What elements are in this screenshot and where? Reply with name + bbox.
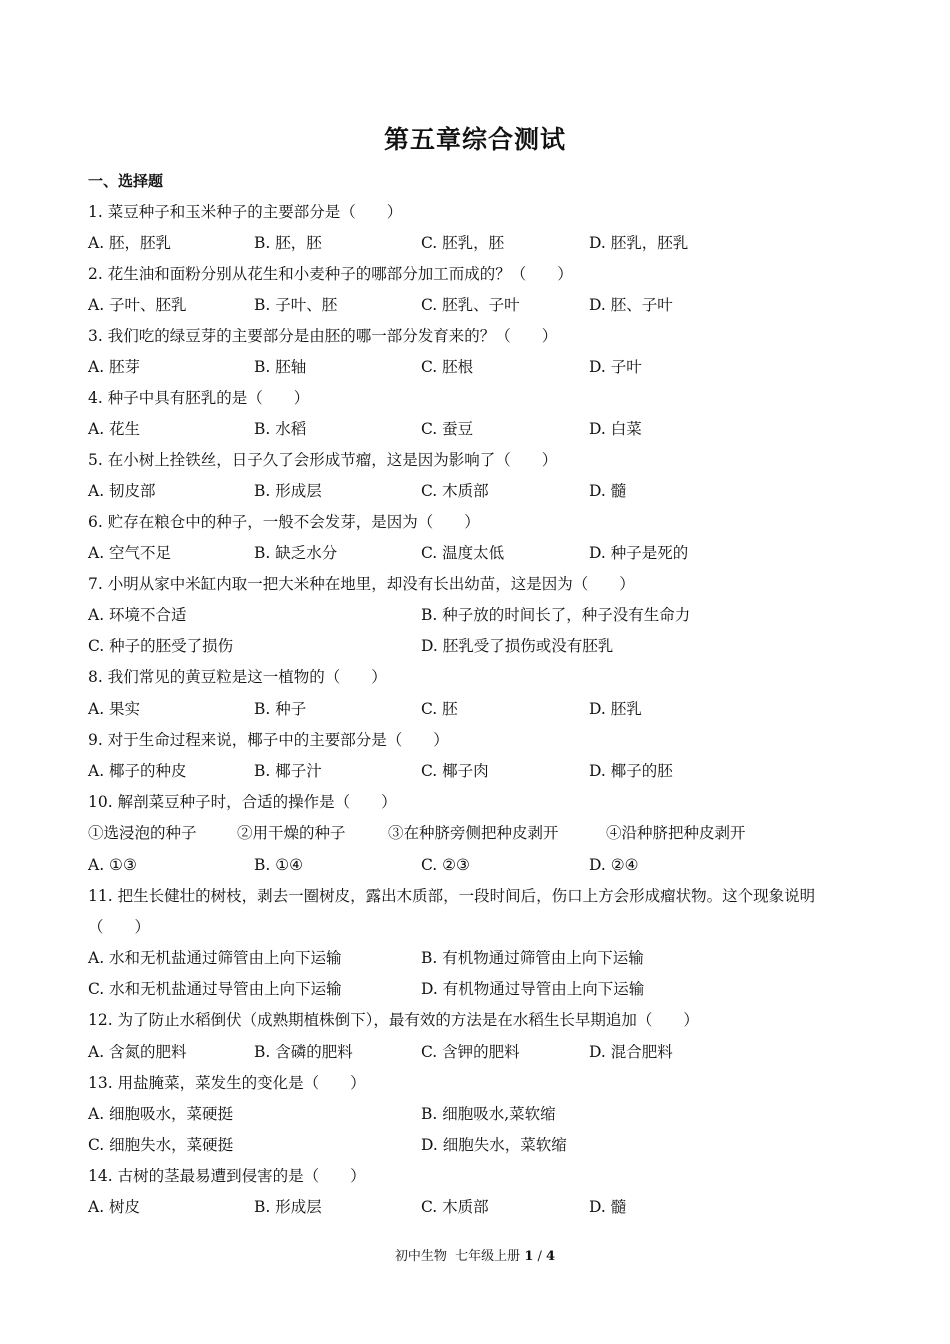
option-b: B. 形成层 <box>254 482 322 500</box>
statement-1: ①选浸泡的种子 <box>88 824 197 842</box>
option-c: C. 种子的胚受了损伤 <box>88 637 234 655</box>
question-3: 3. 我们吃的绿豆芽的主要部分是由胚的哪一部分发育来的？（ ） <box>88 327 558 345</box>
option-b: B. 椰子汁 <box>254 762 322 780</box>
option-a: A. 空气不足 <box>88 544 172 562</box>
options-7-row-2 <box>88 636 868 656</box>
option-a: A. 果实 <box>88 700 141 718</box>
option-b: B. 子叶、胚 <box>254 296 338 314</box>
option-a: A. 水和无机盐通过筛管由上向下运输 <box>88 949 342 967</box>
option-d: D. 髓 <box>589 482 627 500</box>
option-a: A. 树皮 <box>88 1198 141 1216</box>
statement-4: ④沿种脐把种皮剥开 <box>606 824 746 842</box>
options-3 <box>88 357 868 377</box>
option-b: B. 水稻 <box>254 420 307 438</box>
option-d: D. 胚、子叶 <box>589 296 673 314</box>
option-a: A. 细胞吸水，菜硬挺 <box>88 1105 234 1123</box>
option-d: D. 白菜 <box>589 420 642 438</box>
option-b: B. 含磷的肥料 <box>254 1043 353 1061</box>
option-d: D. 胚乳受了损伤或没有胚乳 <box>421 637 614 655</box>
options-11-row-2 <box>88 979 868 999</box>
option-d: D. 有机物通过导管由上向下运输 <box>421 980 645 998</box>
option-a: A. ①③ <box>88 856 137 874</box>
statements-10 <box>88 823 868 843</box>
option-c: C. 胚乳，胚 <box>421 234 505 252</box>
options-2 <box>88 295 868 315</box>
question-10: 10. 解剖菜豆种子时，合适的操作是（ ） <box>88 793 397 811</box>
option-d: D. 子叶 <box>589 358 642 376</box>
options-13-row-1 <box>88 1104 868 1124</box>
page-separator: / <box>537 1249 542 1264</box>
option-c: C. 胚 <box>421 700 458 718</box>
question-12: 12. 为了防止水稻倒伏（成熟期植株倒下），最有效的方法是在水稻生长早期追加（ ） <box>88 1011 699 1029</box>
options-10 <box>88 855 868 875</box>
option-d: D. 胚乳，胚乳 <box>589 234 689 252</box>
option-c: C. 木质部 <box>421 1198 489 1216</box>
options-7-row-1 <box>88 605 868 625</box>
option-b: B. 形成层 <box>254 1198 322 1216</box>
option-d: D. 椰子的胚 <box>589 762 673 780</box>
options-14 <box>88 1197 868 1217</box>
option-d: D. 细胞失水，菜软缩 <box>421 1136 567 1154</box>
option-a: A. 环境不合适 <box>88 606 187 624</box>
option-c: C. 蚕豆 <box>421 420 474 438</box>
option-a: A. 子叶、胚乳 <box>88 296 187 314</box>
option-c: C. 细胞失水，菜硬挺 <box>88 1136 234 1154</box>
options-12 <box>88 1042 868 1062</box>
options-5 <box>88 481 868 501</box>
option-b: B. 胚，胚 <box>254 234 322 252</box>
option-a: A. 韧皮部 <box>88 482 156 500</box>
question-7: 7. 小明从家中米缸内取一把大米种在地里，却没有长出幼苗，这是因为（ ） <box>88 575 635 593</box>
option-c: C. 水和无机盐通过导管由上向下运输 <box>88 980 342 998</box>
question-9: 9. 对于生命过程来说，椰子中的主要部分是（ ） <box>88 731 449 749</box>
statement-2: ②用干燥的种子 <box>237 824 346 842</box>
option-b: B. 胚轴 <box>254 358 307 376</box>
option-d: D. 种子是死的 <box>589 544 689 562</box>
statement-3: ③在种脐旁侧把种皮剥开 <box>388 824 559 842</box>
question-6: 6. 贮存在粮仓中的种子，一般不会发芽，是因为（ ） <box>88 513 480 531</box>
options-1 <box>88 233 868 253</box>
option-b: B. 种子放的时间长了，种子没有生命力 <box>421 606 691 624</box>
question-4: 4. 种子中具有胚乳的是（ ） <box>88 389 310 407</box>
option-c: C. 木质部 <box>421 482 489 500</box>
page-footer <box>0 1245 950 1264</box>
option-a: A. 含氮的肥料 <box>88 1043 187 1061</box>
option-c: C. 椰子肉 <box>421 762 489 780</box>
option-c: C. 胚乳、子叶 <box>421 296 520 314</box>
option-a: A. 椰子的种皮 <box>88 762 187 780</box>
option-d: D. 髓 <box>589 1198 627 1216</box>
option-d: D. 胚乳 <box>589 700 642 718</box>
question-11-blank: （ ） <box>88 918 151 936</box>
option-c: C. 含钾的肥料 <box>421 1043 520 1061</box>
options-8 <box>88 699 868 719</box>
option-a: A. 花生 <box>88 420 141 438</box>
option-a: A. 胚芽 <box>88 358 141 376</box>
options-9 <box>88 761 868 781</box>
question-8: 8. 我们常见的黄豆粒是这一植物的（ ） <box>88 668 387 686</box>
question-14: 14. 古树的茎最易遭到侵害的是（ ） <box>88 1167 366 1185</box>
option-b: B. 缺乏水分 <box>254 544 338 562</box>
option-c: C. 胚根 <box>421 358 474 376</box>
option-b: B. 种子 <box>254 700 307 718</box>
options-6 <box>88 543 868 563</box>
option-b: B. 有机物通过筛管由上向下运输 <box>421 949 644 967</box>
option-d: D. 混合肥料 <box>589 1043 673 1061</box>
option-c: C. 温度太低 <box>421 544 505 562</box>
options-11-row-1 <box>88 948 868 968</box>
option-d: D. ②④ <box>589 856 639 874</box>
page-number: 1 <box>524 1249 534 1264</box>
question-1: 1. 菜豆种子和玉米种子的主要部分是（ ） <box>88 203 403 221</box>
option-b: B. ①④ <box>254 856 304 874</box>
option-c: C. ②③ <box>421 856 470 874</box>
question-2: 2. 花生油和面粉分别从花生和小麦种子的哪部分加工而成的？（ ） <box>88 265 573 283</box>
option-a: A. 胚，胚乳 <box>88 234 172 252</box>
section-heading: 一、选择题 <box>88 172 164 190</box>
options-13-row-2 <box>88 1135 868 1155</box>
question-11: 11. 把生长健壮的树枝，剥去一圈树皮，露出木质部，一段时间后，伤口上方会形成瘤状物。这个现象说明 <box>88 887 816 905</box>
option-b: B. 细胞吸水,菜软缩 <box>421 1105 556 1123</box>
question-13: 13. 用盐腌菜，菜发生的变化是（ ） <box>88 1074 366 1092</box>
footer-grade: 七年级上册 <box>455 1249 521 1264</box>
question-5: 5. 在小树上拴铁丝，日子久了会形成节瘤，这是因为影响了（ ） <box>88 451 558 469</box>
footer-subject: 初中生物 <box>394 1249 447 1264</box>
page-title: 第五章综合测试 <box>383 125 566 154</box>
page-total: 4 <box>546 1249 556 1264</box>
options-4 <box>88 419 868 439</box>
